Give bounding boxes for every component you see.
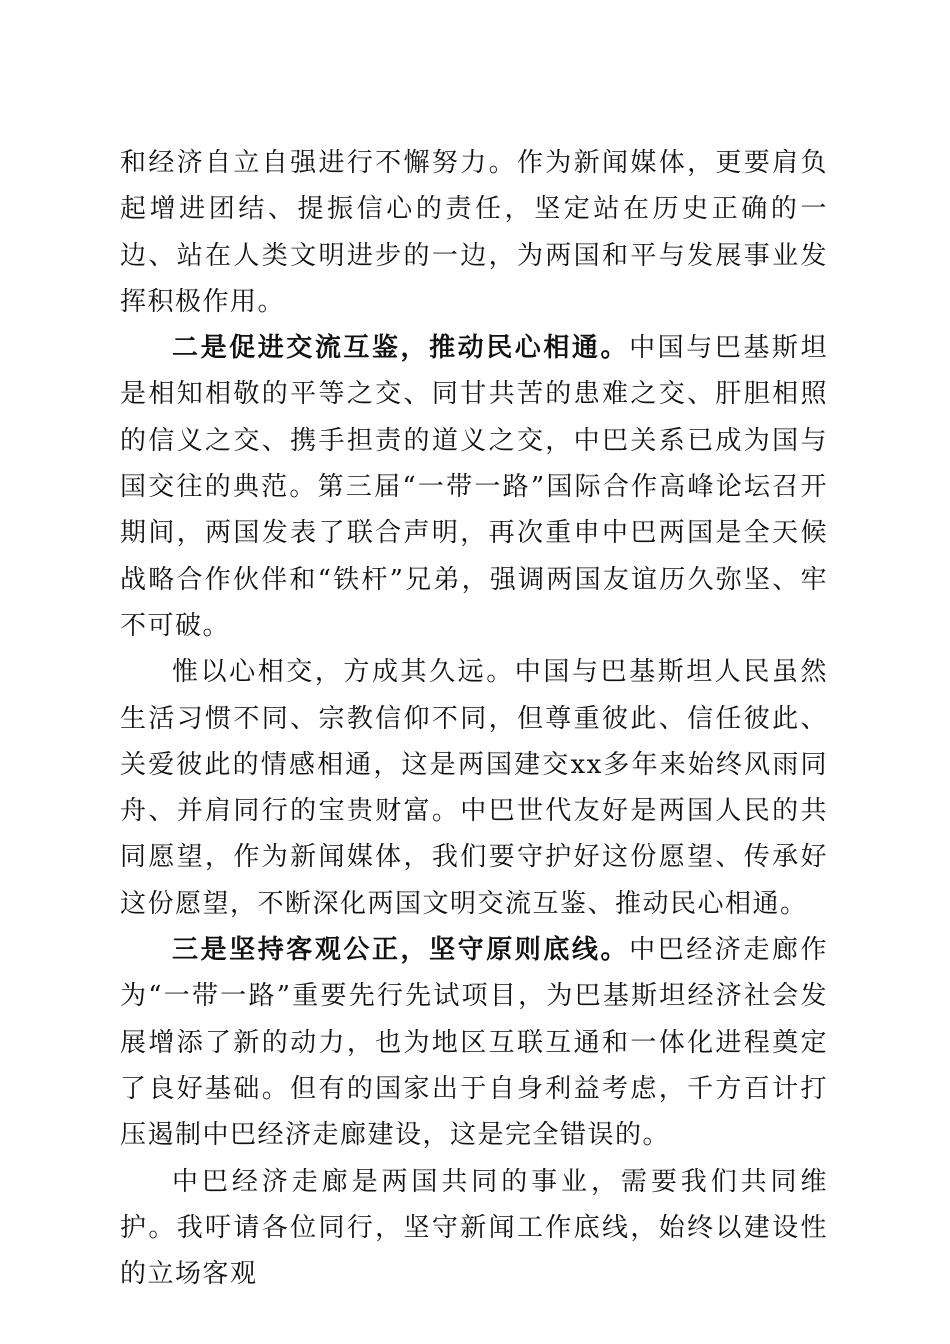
document-body: [120, 140, 828, 1297]
paragraph-5-text: 中巴经济走廊是两国共同的事业，需要我们共同维护。我吁请各位同行，坚守新闻工作底线，始终以建设性的立场客观: [120, 1166, 828, 1290]
paragraph-3-text: 惟以心相交，方成其久远。中国与巴基斯坦人民虽然生活习惯不同、宗教信仰不同，但尊重彼此、信任彼此、关爱彼此的情感相通，这是两国建交xx多年来始终风雨同舟、并肩同行的宝贵财富。中巴世代友好是两国人民的共同愿望，作为新闻媒体，我们要守护好这份愿望、传承好这份愿望，不断深化两国文明交流互鉴、推动民心相通。: [120, 657, 828, 919]
paragraph-2-lead: 二是促进交流互鉴，推动民心相通。: [172, 333, 630, 364]
paragraph-1: [120, 140, 828, 325]
paragraph-2-text: 中国与巴基斯坦是相知相敬的平等之交、同甘共苦的患难之交、肝胆相照的信义之交、携手担责的道义之交，中巴关系已成为国与国交往的典范。第三届“一带一路”国际合作高峰论坛召开期间，两国发表了联合声明，再次重申中巴两国是全天候战略合作伙伴和“铁杆”兄弟，强调两国友谊历久弥坚、牢不可破。: [120, 333, 828, 641]
paragraph-3: [120, 649, 828, 927]
paragraph-4-lead: 三是坚持客观公正，坚守原则底线。: [172, 935, 630, 966]
paragraph-5: [120, 1159, 828, 1298]
paragraph-1-text: 和经济自立自强进行不懈努力。作为新闻媒体，更要肩负起增进团结、提振信心的责任，坚定站在历史正确的一边、站在人类文明进步的一边，为两国和平与发展事业发挥积极作用。: [120, 148, 828, 317]
paragraph-2: [120, 325, 828, 649]
paragraph-4: [120, 927, 828, 1158]
paragraph-4-text: 中巴经济走廊作为“一带一路”重要先行先试项目，为巴基斯坦经济社会发展增添了新的动力，也为地区互联互通和一体化进程奠定了良好基础。但有的国家出于自身利益考虑，千方百计打压遏制中巴经济走廊建设，这是完全错误的。: [120, 935, 828, 1151]
